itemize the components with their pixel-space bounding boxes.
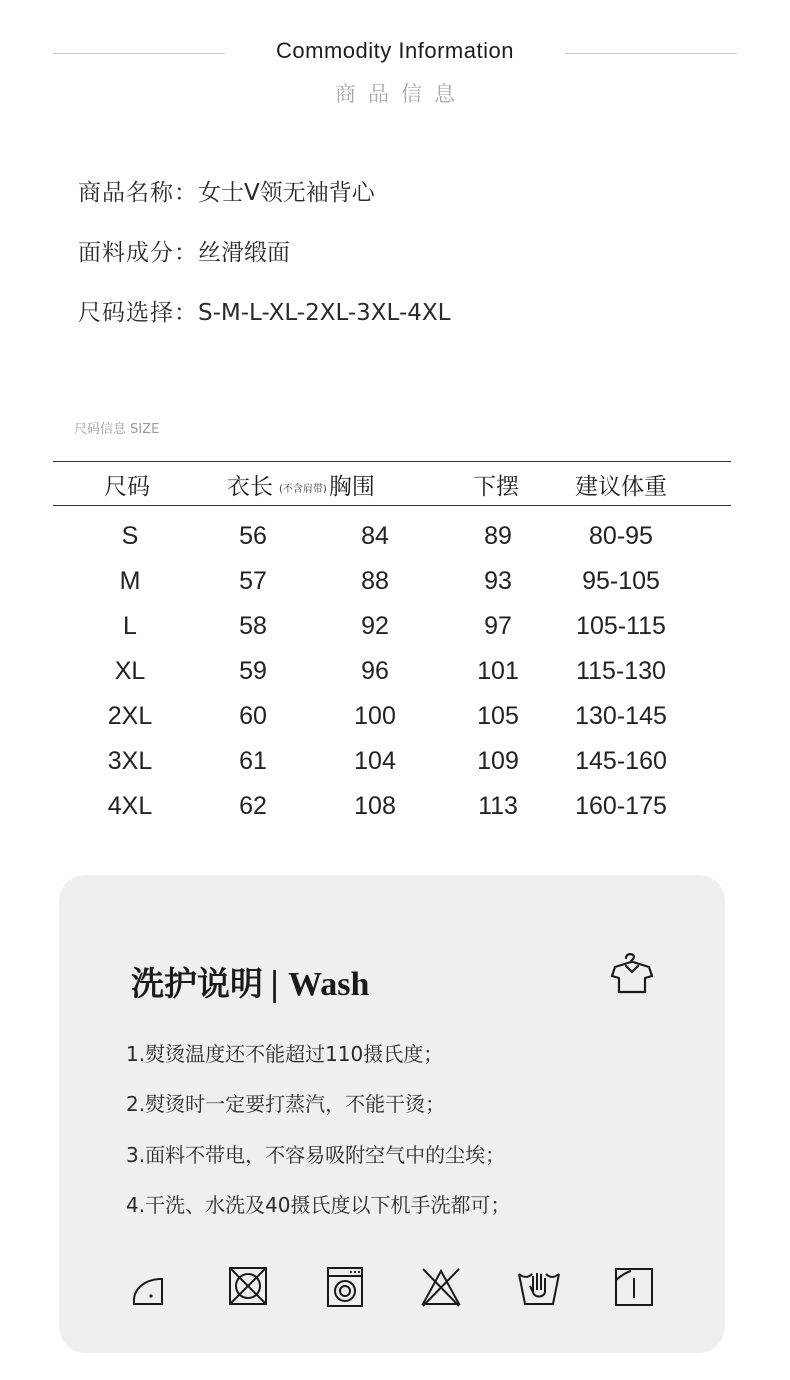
- cell-bust: 96: [361, 657, 389, 685]
- iron-icon: [131, 1266, 171, 1308]
- hand-wash-icon: [516, 1264, 562, 1308]
- do-not-bleach-icon: [419, 1266, 463, 1308]
- product-name-label: 商品名称：: [78, 180, 198, 206]
- table-row: [0, 649, 790, 694]
- shirt-hanger-icon: [608, 950, 656, 998]
- cell-hem: 101: [477, 657, 519, 685]
- cell-size: 4XL: [107, 792, 153, 820]
- fabric-value: 丝滑缎面: [198, 240, 290, 266]
- wash-title-separator: |: [269, 964, 281, 1003]
- cell-hem: 105: [477, 702, 519, 730]
- table-row: [0, 739, 790, 784]
- fabric-label: 面料成分：: [78, 240, 198, 266]
- cell-bust: 84: [361, 522, 389, 550]
- cell-bust: 100: [354, 702, 396, 730]
- wash-instruction-4: 4.干洗、水洗及40摄氏度以下机手洗都可；: [126, 1193, 511, 1217]
- wash-instruction-3: 3.面料不带电，不容易吸附空气中的尘埃；: [126, 1143, 506, 1167]
- cell-size: XL: [114, 657, 146, 685]
- header-bust: 胸围: [328, 474, 375, 500]
- cell-length: 62: [239, 792, 267, 820]
- header-length: 衣长: [227, 474, 273, 500]
- cell-size: S: [121, 522, 139, 550]
- product-name-row: [78, 174, 375, 207]
- table-row: [0, 694, 790, 739]
- wash-title-en: Wash: [288, 966, 370, 1003]
- cell-bust: 104: [354, 747, 396, 775]
- size-options-value: S-M-L-XL-2XL-3XL-4XL: [198, 300, 451, 326]
- cell-hem: 97: [484, 612, 512, 640]
- section-title: Commodity Information: [276, 38, 514, 63]
- washing-machine-icon: [324, 1265, 366, 1309]
- header-hem: 下摆: [473, 474, 519, 500]
- cell-weight: 160-175: [575, 792, 667, 820]
- cell-length: 60: [239, 702, 267, 730]
- table-row: [0, 604, 790, 649]
- cell-hem: 109: [477, 747, 519, 775]
- wash-instruction-1: 1.熨烫温度还不能超过110摄氏度；: [126, 1042, 444, 1066]
- cell-size: 2XL: [107, 702, 153, 730]
- cell-bust: 88: [361, 567, 389, 595]
- cell-length: 59: [239, 657, 267, 685]
- cell-size: 3XL: [107, 747, 153, 775]
- product-name-value: 女士V领无袖背心: [198, 180, 375, 206]
- do-not-tumble-dry-icon: [227, 1265, 269, 1307]
- cell-weight: 130-145: [575, 702, 667, 730]
- table-row: [0, 559, 790, 604]
- wash-instruction-2: 2.熨烫时一定要打蒸汽，不能干烫；: [126, 1092, 446, 1116]
- section-subtitle: 商品信息: [335, 82, 467, 106]
- table-row: [0, 514, 790, 559]
- size-options-label: 尺码选择：: [78, 300, 198, 326]
- cell-weight: 95-105: [582, 567, 660, 595]
- header-weight: 建议体重: [575, 474, 667, 500]
- cell-weight: 145-160: [575, 747, 667, 775]
- cell-hem: 113: [478, 792, 518, 820]
- table-top-rule: [53, 461, 731, 462]
- header-length-group: [227, 468, 375, 501]
- header-length-note: (不含肩带): [279, 484, 327, 495]
- cell-length: 58: [239, 612, 267, 640]
- cell-weight: 105-115: [576, 612, 666, 640]
- wash-title: [131, 958, 369, 1005]
- cell-length: 57: [239, 567, 267, 595]
- cell-bust: 108: [354, 792, 396, 820]
- cell-size: M: [119, 567, 141, 595]
- cell-length: 61: [239, 747, 267, 775]
- cell-hem: 89: [484, 522, 512, 550]
- cell-weight: 80-95: [589, 522, 653, 550]
- size-options-row: [78, 294, 450, 327]
- size-table-caption: 尺码信息 SIZE: [74, 422, 160, 437]
- header-size: 尺码: [104, 474, 150, 500]
- cell-bust: 92: [361, 612, 389, 640]
- cell-size: L: [123, 612, 137, 640]
- table-header-rule: [53, 505, 731, 506]
- wash-title-cn: 洗护说明: [131, 964, 263, 1003]
- cell-hem: 93: [484, 567, 512, 595]
- fabric-row: [78, 234, 290, 267]
- cell-length: 56: [239, 522, 267, 550]
- cell-weight: 115-130: [576, 657, 666, 685]
- table-row: [0, 784, 790, 829]
- line-dry-icon: [613, 1266, 655, 1308]
